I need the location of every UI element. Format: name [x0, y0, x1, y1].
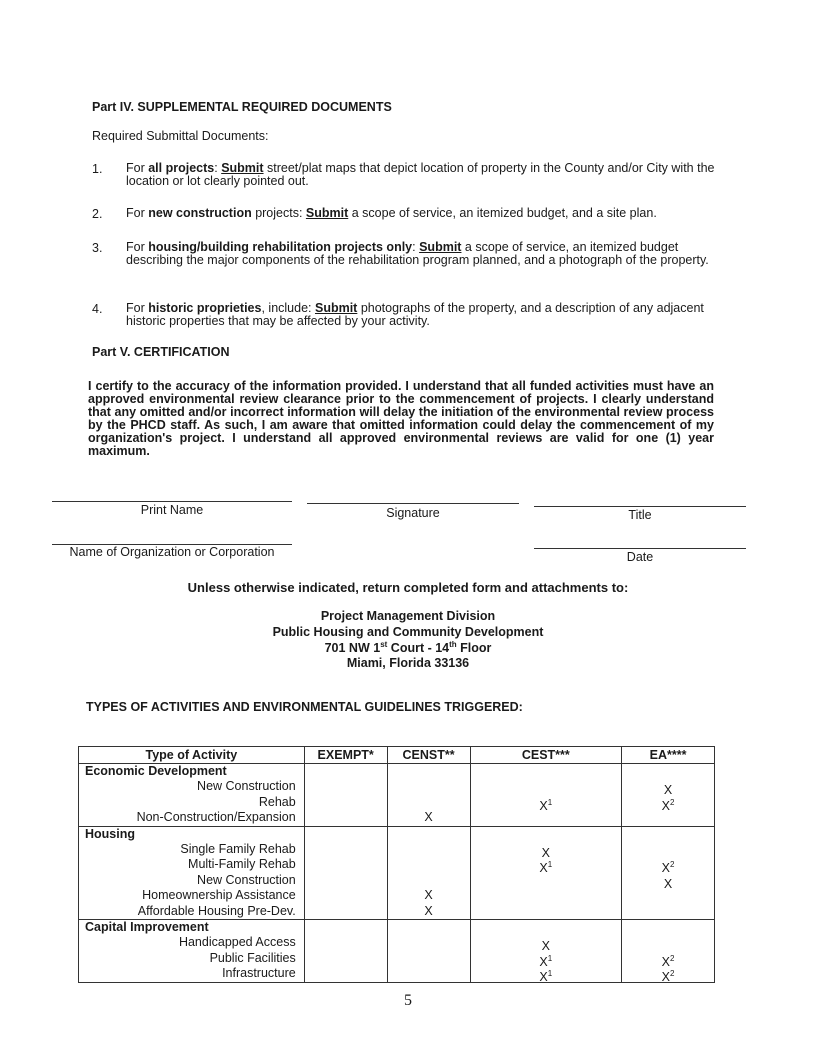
item-bold: housing/building rehabilitation projects only	[148, 240, 413, 254]
item-submit: Submit	[305, 206, 349, 220]
ea-mark: $X^2$	[661, 860, 675, 876]
cest-mark	[471, 779, 622, 795]
activity-name: Handicapped Access	[178, 935, 296, 949]
exempt-mark	[305, 857, 387, 873]
item-pre: For	[126, 301, 149, 315]
ea-mark	[622, 842, 714, 858]
cest-mark	[471, 904, 622, 920]
cest-mark: X	[541, 845, 550, 860]
submittal-item	[126, 162, 716, 188]
activity-name: Affordable Housing Pre-Dev.	[137, 903, 296, 918]
exempt-mark	[305, 842, 387, 858]
item-number: 2.	[92, 207, 103, 221]
cest-mark: $X^1$	[539, 860, 553, 876]
col-header-cest: CEST***	[470, 747, 622, 764]
activities-table	[78, 746, 715, 983]
item-submit: Submit	[419, 240, 462, 254]
item-submit: Submit	[314, 301, 358, 315]
activity-name: Public Facilities	[209, 950, 296, 965]
exempt-mark	[305, 966, 387, 982]
group-heading: Housing	[85, 826, 135, 841]
item-mid: :	[214, 161, 222, 175]
group-heading: Economic Development	[85, 764, 227, 778]
activity-name: New Construction	[197, 779, 296, 793]
print-name-label: Print Name	[140, 503, 204, 517]
exempt-mark	[305, 810, 387, 826]
table-group	[79, 826, 715, 920]
part4-intro: Required Submittal Documents:	[92, 129, 269, 143]
item-pre: For	[126, 240, 149, 254]
ea-mark: X	[663, 876, 673, 891]
activity-name: Rehab	[258, 794, 296, 809]
cest-mark	[471, 888, 622, 904]
censt-mark	[388, 857, 470, 873]
street-address: 701 NW 1st Court - 14th Floor	[324, 640, 492, 656]
signature-label: Signature	[386, 506, 440, 520]
item-number: 1.	[92, 162, 103, 176]
exempt-mark	[305, 779, 387, 795]
censt-mark	[388, 935, 470, 951]
item-text: a scope of service, an itemized budget, and a site plan.	[348, 206, 657, 220]
item-mid: :	[412, 240, 420, 254]
item-bold: all projects	[148, 161, 215, 175]
part5-heading: Part V. CERTIFICATION	[92, 345, 230, 359]
title-label: Title	[628, 508, 652, 522]
return-instruction: Unless otherwise indicated, return completed form and attachments to:	[187, 580, 629, 595]
censt-mark	[388, 779, 470, 795]
col-header-ea: EA****	[622, 747, 715, 764]
submittal-item	[126, 302, 716, 328]
table-group	[79, 764, 715, 827]
col-header-activity: Type of Activity	[79, 747, 305, 764]
item-number: 4.	[92, 302, 103, 316]
activity-name: Single Family Rehab	[180, 841, 296, 856]
item-bold: historic proprieties	[148, 301, 262, 315]
censt-mark	[388, 966, 470, 982]
page-number: 5	[404, 992, 412, 1009]
censt-mark	[388, 842, 470, 858]
censt-mark	[388, 951, 470, 967]
ea-mark	[622, 935, 714, 951]
city-state-zip: Miami, Florida 33136	[346, 656, 470, 670]
item-text: photographs of the property, and a description of any adjacent historic properties that may be affected by your activity.	[126, 301, 704, 328]
division-name: Project Management Division	[320, 609, 496, 623]
item-mid: , include:	[261, 301, 315, 315]
item-text: a scope of service, an itemized budget describing the major components of the rehabilitation program planned, and a photograph of the property.	[126, 240, 709, 267]
censt-mark: X	[424, 888, 433, 902]
item-pre: For	[126, 206, 149, 220]
cest-mark: X	[541, 939, 550, 954]
item-submit: Submit	[221, 161, 264, 175]
activity-name: Homeownership Assistance	[142, 888, 296, 902]
print-name-line	[52, 501, 292, 502]
item-mid: projects:	[251, 206, 306, 220]
signature-line	[307, 503, 519, 504]
item-bold: new construction	[148, 206, 252, 220]
table-group	[79, 920, 715, 983]
date-label: Date	[626, 550, 654, 564]
censt-mark	[388, 873, 470, 889]
activity-name: Infrastructure	[222, 966, 296, 980]
submittal-item	[126, 207, 716, 220]
col-header-exempt: EXEMPT*	[304, 747, 387, 764]
title-line	[534, 506, 746, 507]
censt-mark	[388, 795, 470, 811]
activity-name: New Construction	[197, 872, 296, 887]
ea-mark: $X^2$	[661, 969, 675, 985]
item-text: street/plat maps that depict location of property in the County and/or City with the location or lot clearly pointed out.	[126, 161, 715, 188]
exempt-mark	[305, 904, 387, 920]
department-name: Public Housing and Community Development	[272, 625, 544, 639]
cest-mark: $X^1$	[539, 953, 553, 969]
activities-heading: TYPES OF ACTIVITIES AND ENVIRONMENTAL GUIDELINES TRIGGERED:	[86, 700, 523, 714]
cest-mark: $X^1$	[539, 797, 553, 813]
table-header-row	[79, 747, 715, 764]
ea-mark: $X^2$	[661, 953, 675, 969]
exempt-mark	[305, 935, 387, 951]
group-heading: Capital Improvement	[85, 920, 209, 934]
ea-mark: $X^2$	[661, 797, 675, 813]
certification-statement: I certify to the accuracy of the information provided. I understand that all funded activities must have an approved environmental review clearance prior to the commencement of projects. I clearly understand that any omitted and/or incorrect information will delay the initiation of the environmental review process by the PHCD staff. As such, I am aware that omitted information could delay the commencement of my organization's project. I understand all approved environmental reviews are valid for one (1) year maximum.	[88, 379, 714, 458]
exempt-mark	[305, 795, 387, 811]
exempt-mark	[305, 951, 387, 967]
item-number: 3.	[92, 241, 103, 255]
organization-label: Name of Organization or Corporation	[69, 545, 275, 559]
censt-mark: X	[424, 903, 433, 918]
activity-name: Non-Construction/Expansion	[136, 810, 296, 824]
exempt-mark	[305, 888, 387, 904]
part4-heading: Part IV. SUPPLEMENTAL REQUIRED DOCUMENTS	[92, 100, 392, 114]
item-pre: For	[126, 161, 149, 175]
submittal-item	[126, 241, 716, 267]
ea-mark: X	[663, 783, 673, 798]
exempt-mark	[305, 873, 387, 889]
censt-mark: X	[424, 810, 433, 824]
col-header-censt: CENST**	[387, 747, 470, 764]
cest-mark: $X^1$	[539, 969, 553, 985]
date-line	[534, 548, 746, 549]
ea-mark	[622, 904, 714, 920]
activity-name: Multi-Family Rehab	[188, 857, 296, 871]
